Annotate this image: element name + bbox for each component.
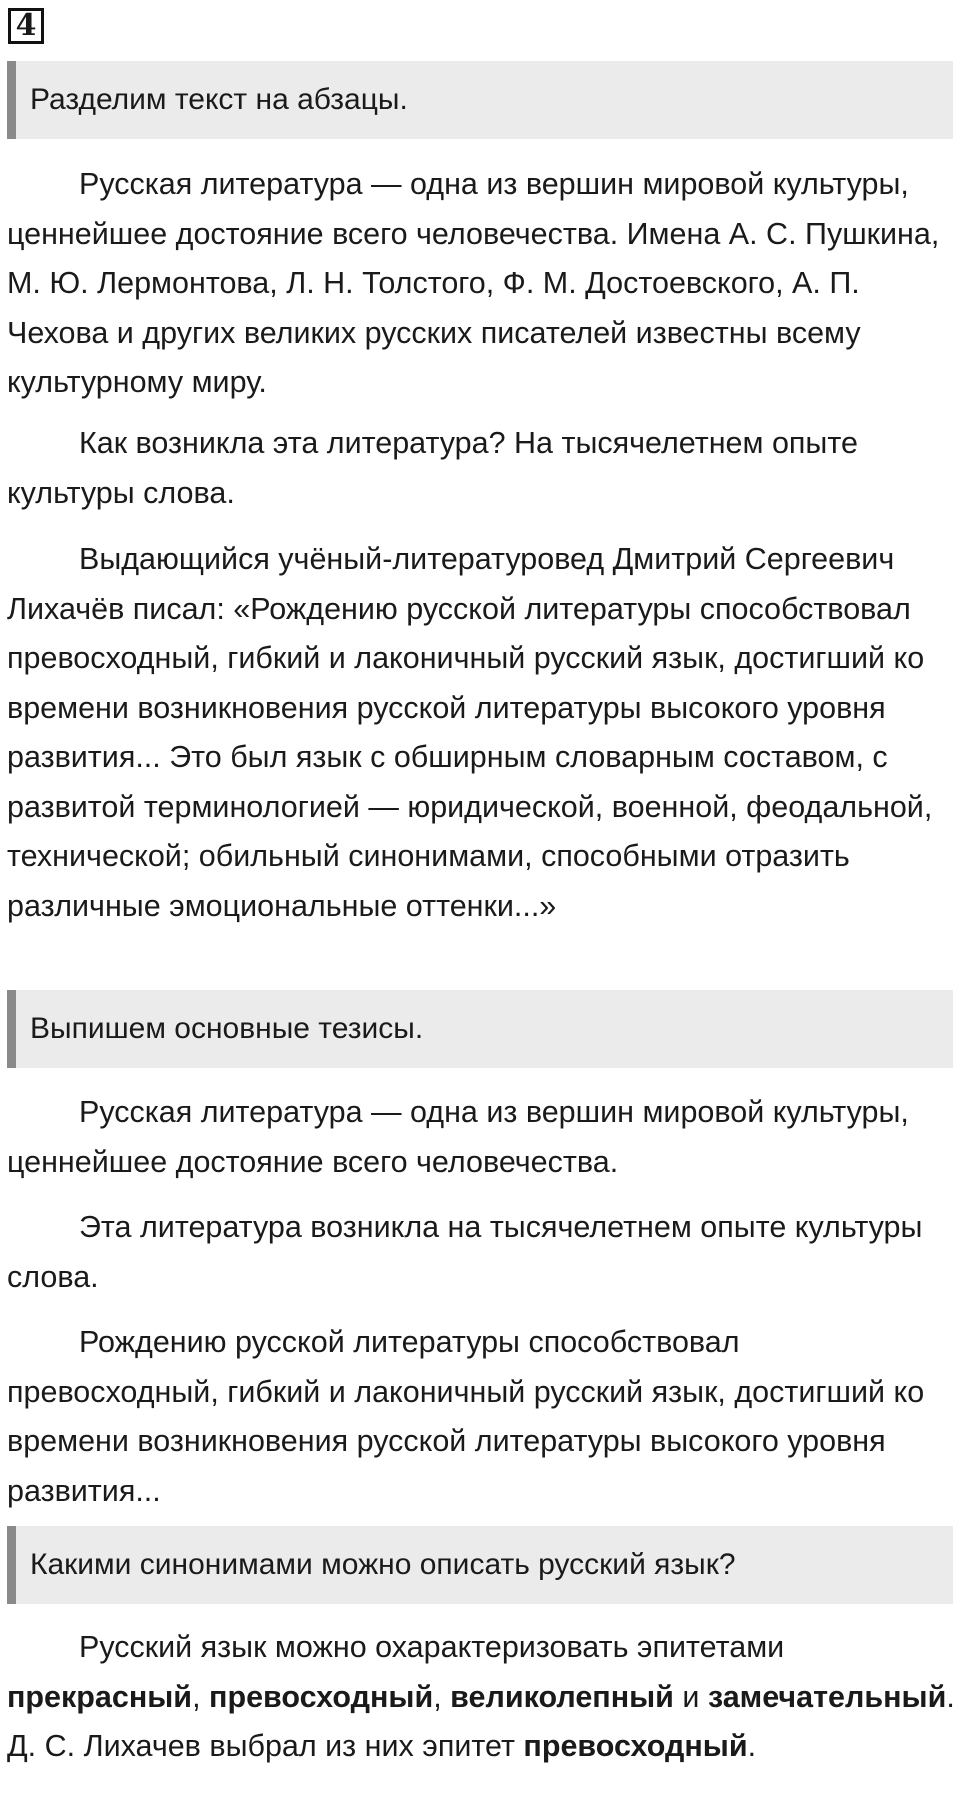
section-heading-paragraphs: Разделим текст на абзацы. <box>7 61 953 139</box>
paragraph: Эта литература возникла на тысячелетнем опыте культуры слова. <box>7 1210 923 1294</box>
section-heading-theses: Выпишем основные тезисы. <box>7 990 953 1068</box>
answer-intro: Русский язык можно охарактеризовать эпитетами <box>79 1630 785 1664</box>
chosen-epithet: превосходный <box>523 1729 748 1763</box>
answer-paragraph <box>7 1623 957 1772</box>
paragraph: Русская литература — одна из вершин мировой культуры, ценнейшее достояние всего человечества. Имена А. С. Пушкина, М. Ю. Лермонтова, Л. Н. Толстого, Ф. М. Достоевского, А. П. Чехова и других великих русских писателей известны всему культурному миру. <box>7 167 940 399</box>
task-number-badge: 4 <box>8 8 44 44</box>
paragraph: Выдающийся учёный-литературовед Дмитрий Сергеевич Лихачёв писал: «Рождению русской литературы способствовал превосходный, гибкий и лаконичный русский язык, достигший ко времени возникновения русской литературы высокого уровня развития... Это был язык с обширным словарным составом, с развитой терминологией — юридической, военной, феодальной, технической; обильный синонимами, способными отразить различные эмоциональные оттенки...» <box>7 542 933 923</box>
answer-middle: . Д. С. Лихачев выбрал из них эпитет <box>7 1679 955 1763</box>
separator: , <box>192 1679 201 1714</box>
conjunction: и <box>682 1679 700 1714</box>
paragraph: Русская литература — одна из вершин мировой культуры, ценнейшее достояние всего человечества. <box>7 1095 909 1179</box>
section-heading-synonyms-question: Какими синонимами можно описать русский язык? <box>7 1526 953 1604</box>
epithet-word: замечательный <box>707 1679 947 1714</box>
epithet-word: превосходный <box>209 1679 434 1714</box>
answer-end: . <box>747 1729 757 1763</box>
paragraph: Как возникла эта литература? На тысячелетнем опыте культуры слова. <box>7 426 858 510</box>
epithet-word: великолепный <box>450 1679 674 1714</box>
epithet-word: прекрасный <box>7 1679 193 1714</box>
separator: , <box>433 1679 442 1714</box>
paragraph: Рождению русской литературы способствовал превосходный, гибкий и лаконичный русский язык, достигший ко времени возникновения русской литературы высокого уровня развития... <box>7 1325 925 1508</box>
